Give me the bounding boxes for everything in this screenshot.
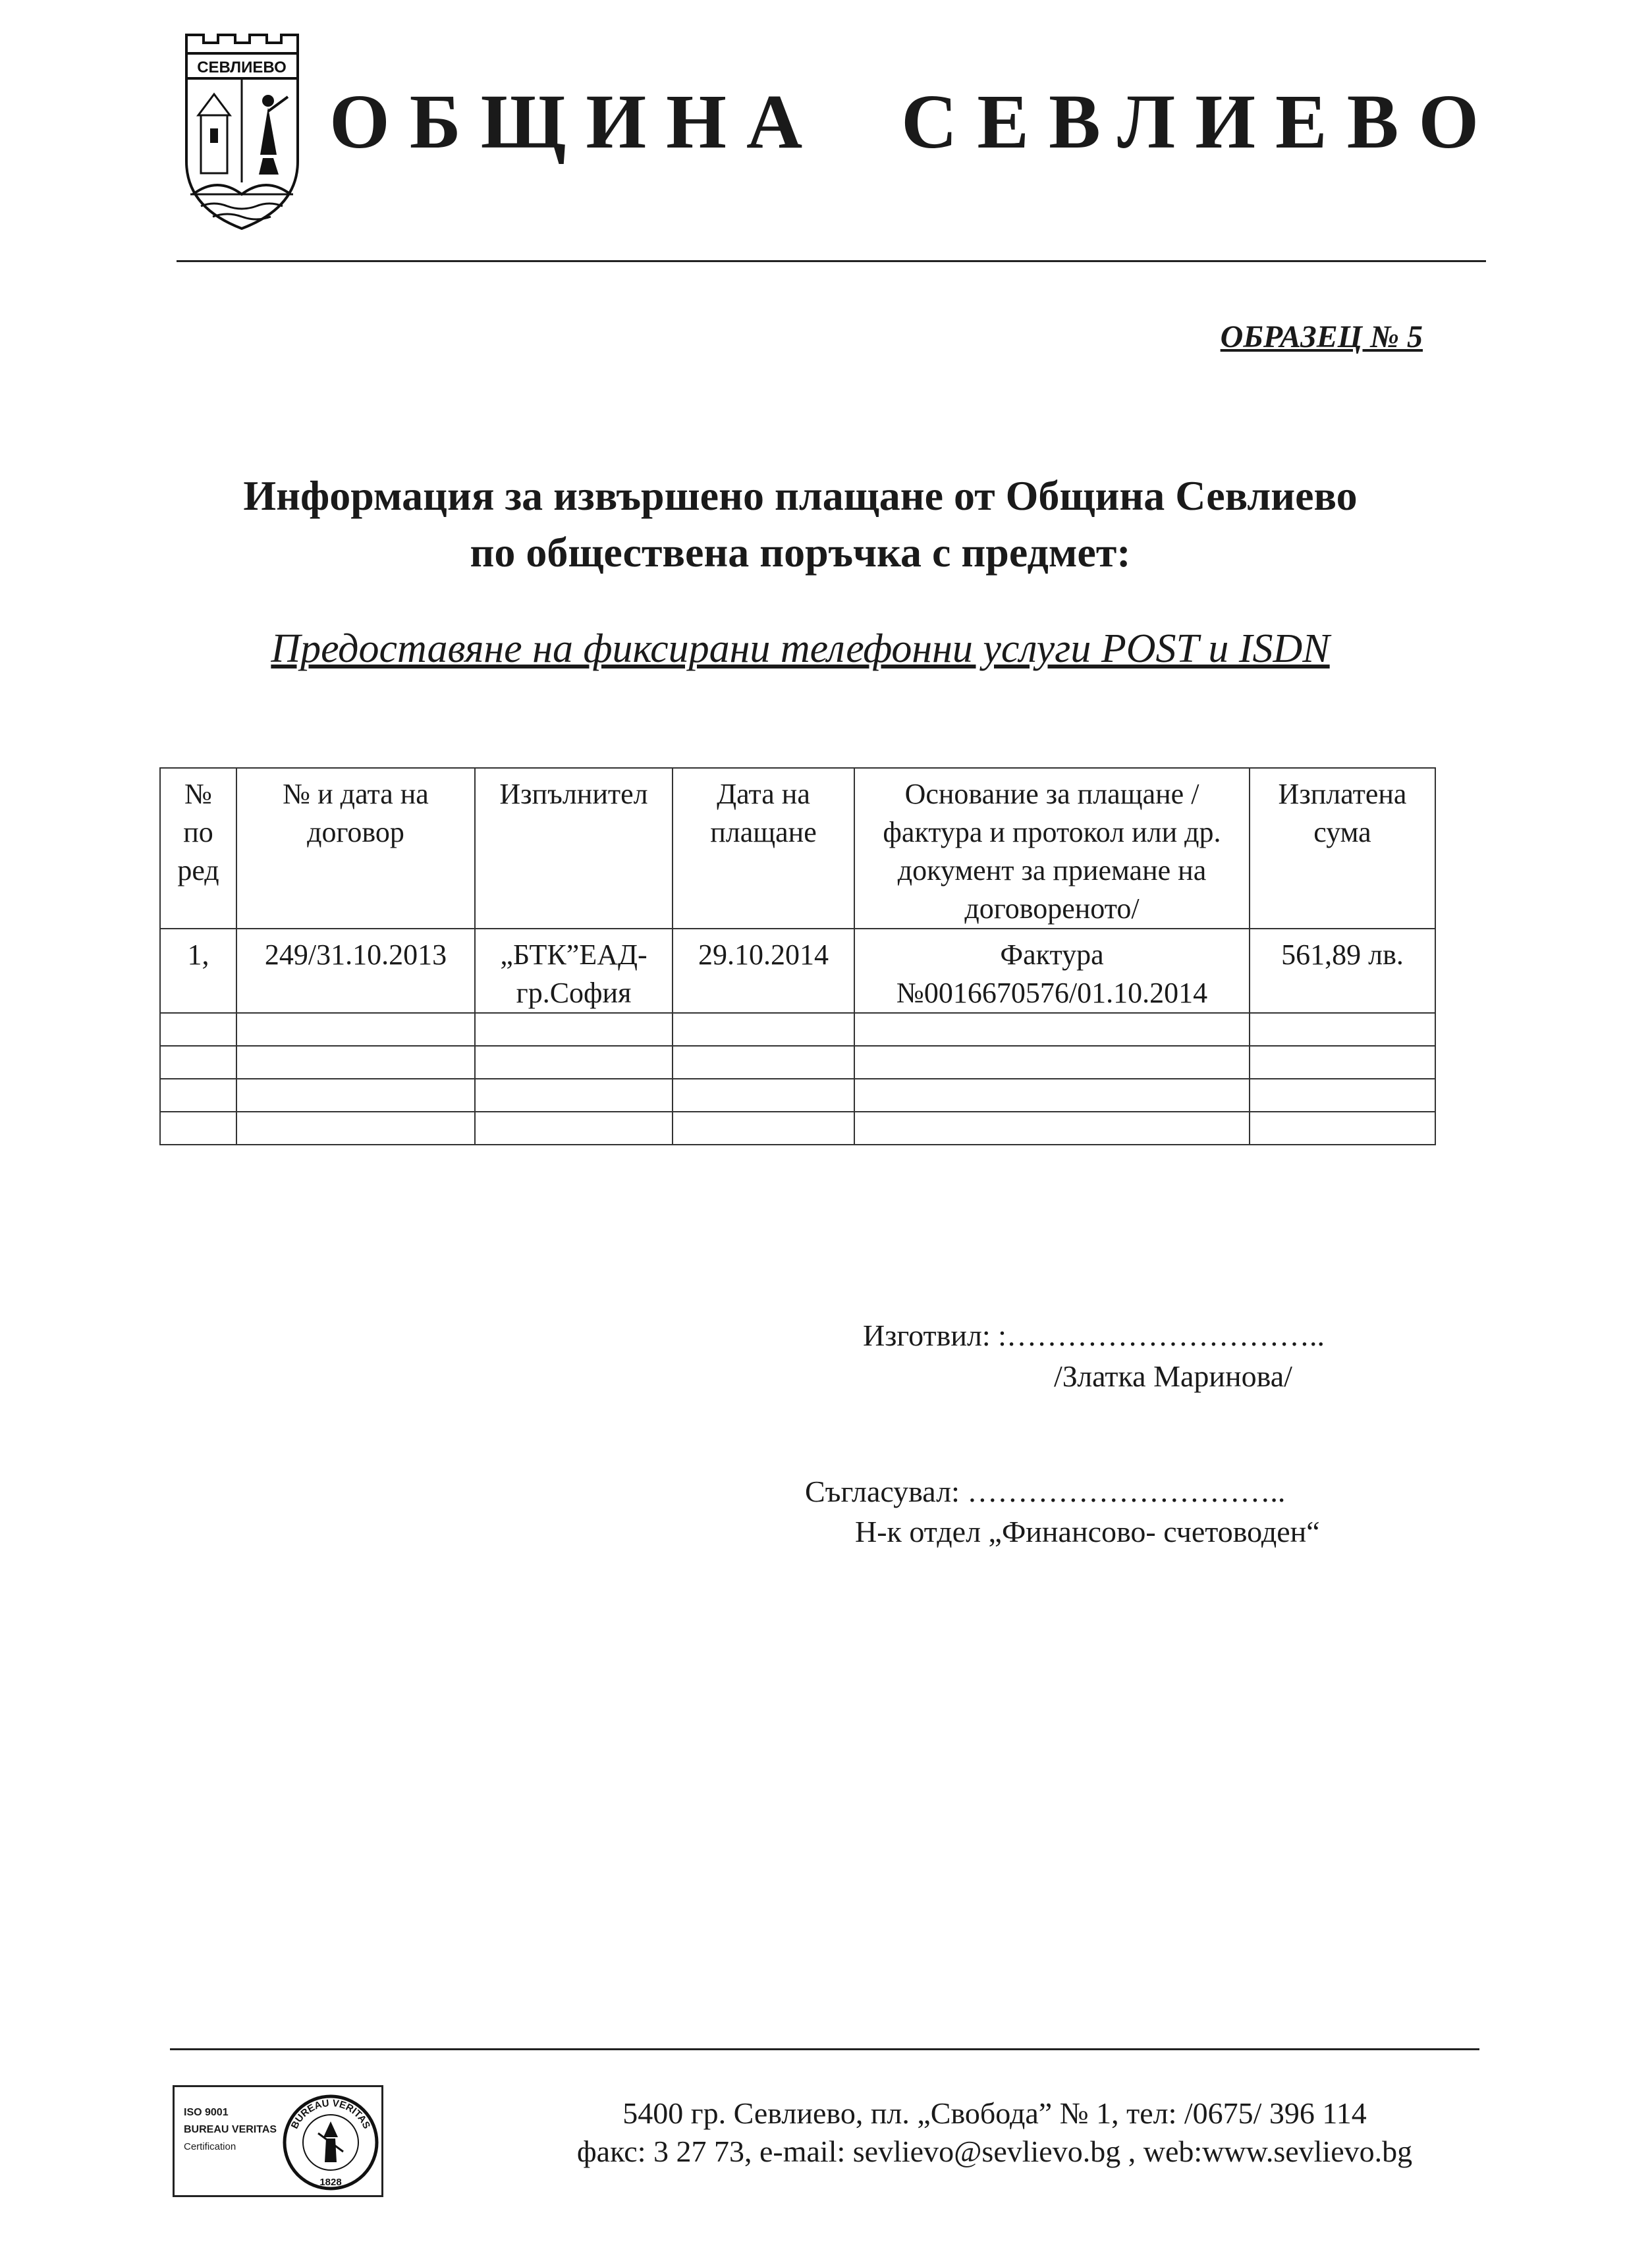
certifier-name: BUREAU VERITAS: [184, 2124, 277, 2135]
coat-of-arms-icon: [181, 30, 303, 234]
table-row: [160, 1079, 1435, 1112]
svg-text:BUREAU VERITAS: BUREAU VERITAS: [289, 2097, 373, 2131]
svg-text:СЕВЛИЕВО: СЕВЛИЕВО: [197, 59, 287, 76]
form-number: ОБРАЗЕЦ № 5: [1220, 319, 1423, 354]
certification-label: Certification: [184, 2141, 236, 2152]
footer-address: 5400 гр. Севлиево, пл. „Свобода” № 1, тел: /0675/ 396 114: [622, 2096, 1367, 2130]
empty-cell: [475, 1112, 673, 1145]
amount-cell: 561,89 лв.: [1250, 929, 1435, 1013]
empty-cell: [1250, 1112, 1435, 1145]
empty-cell: [1250, 1046, 1435, 1079]
empty-cell: [854, 1079, 1250, 1112]
contract-cell: 249/31.10.2013: [236, 929, 475, 1013]
empty-cell: [160, 1112, 236, 1145]
empty-cell: [854, 1046, 1250, 1079]
column-header: № по ред: [160, 768, 236, 929]
title-word-2: СЕВЛИЕВО: [901, 78, 1499, 165]
agreed-by-label: Съгласувал: …………………………..: [805, 1475, 1286, 1508]
empty-cell: [673, 1112, 854, 1145]
empty-cell: [160, 1046, 236, 1079]
table-row: [160, 1112, 1435, 1145]
column-header: Изпълнител: [475, 768, 673, 929]
prepared-by-name: /Златка Маринова/: [1054, 1359, 1292, 1393]
empty-cell: [1250, 1079, 1435, 1112]
contractor-cell: „БТК”ЕАД-гр.София: [475, 929, 673, 1013]
footer-contacts: факс: 3 27 73, e-mail: sevlievo@sevlievo.bg , web:www.sevlievo.bg: [576, 2135, 1413, 2168]
iso-standard: ISO 9001: [184, 2107, 229, 2118]
agreed-by-department: Н-к отдел „Финансово- счетоводен“: [855, 1515, 1320, 1548]
column-header: Дата на плащане: [673, 768, 854, 929]
empty-cell: [236, 1046, 475, 1079]
empty-cell: [1250, 1013, 1435, 1046]
column-header: № и дата на договор: [236, 768, 475, 929]
table-row: [160, 929, 1435, 1013]
empty-cell: [236, 1079, 475, 1112]
iso-badge-text: [184, 2104, 277, 2156]
title-word-1: ОБЩИНА: [329, 78, 823, 165]
empty-cell: [475, 1046, 673, 1079]
document-heading: [165, 468, 1436, 581]
empty-cell: [475, 1079, 673, 1112]
payment-table: [159, 767, 1436, 1145]
empty-cell: [673, 1046, 854, 1079]
payment-basis-cell: Фактура №0016670576/01.10.2014: [854, 929, 1250, 1013]
header-divider: [177, 260, 1486, 262]
empty-cell: [475, 1013, 673, 1046]
heading-line-2: по обществена поръчка с предмет:: [470, 529, 1131, 576]
table-row: [160, 1013, 1435, 1046]
heading-line-1: Информация за извършено плащане от Община Севлиево: [243, 472, 1358, 519]
table-row: [160, 1046, 1435, 1079]
prepared-by-label: Изготвил: :…………………………..: [863, 1319, 1325, 1352]
column-header: Изплатена сума: [1250, 768, 1435, 929]
svg-text:1828: 1828: [319, 2177, 342, 2188]
bureau-veritas-seal-icon: [280, 2090, 382, 2195]
footer-contact: [395, 2094, 1594, 2171]
empty-cell: [236, 1112, 475, 1145]
footer-divider: [170, 2048, 1479, 2050]
municipality-title: [329, 69, 1499, 175]
empty-cell: [854, 1013, 1250, 1046]
iso-certification-badge: [173, 2085, 383, 2197]
empty-cell: [673, 1013, 854, 1046]
procurement-subject: Предоставяне на фиксирани телефонни услуги POST и ISDN: [271, 626, 1330, 671]
empty-cell: [160, 1013, 236, 1046]
row-number: 1,: [160, 929, 236, 1013]
table-header-row: [160, 768, 1435, 929]
empty-cell: [236, 1013, 475, 1046]
payment-date-cell: 29.10.2014: [673, 929, 854, 1013]
empty-cell: [854, 1112, 1250, 1145]
empty-cell: [160, 1079, 236, 1112]
column-header: Основание за плащане /фактура и протокол или др. документ за приемане на договореното/: [854, 768, 1250, 929]
empty-cell: [673, 1079, 854, 1112]
